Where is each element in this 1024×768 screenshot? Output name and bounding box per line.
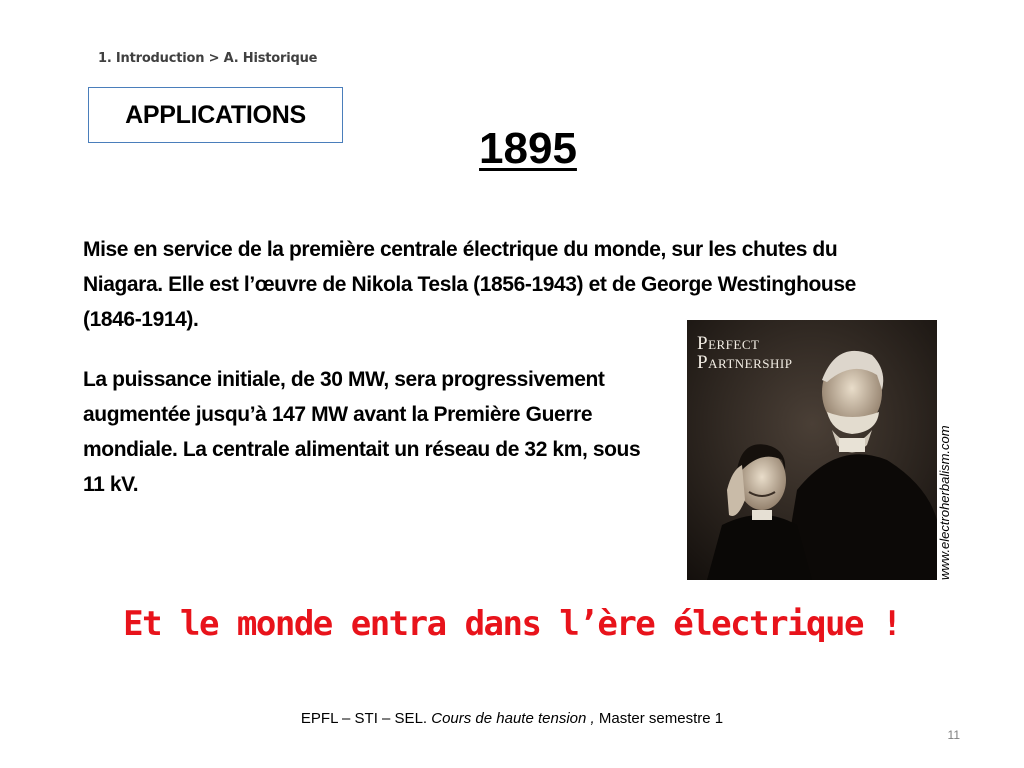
section-label: APPLICATIONS xyxy=(125,100,306,129)
footer-org: EPFL – STI – SEL. xyxy=(300,710,428,727)
tesla-westinghouse-photo xyxy=(687,320,937,580)
photo-caption-title xyxy=(697,334,792,372)
section-label-box xyxy=(88,87,343,143)
photo-title-line1: Perfect xyxy=(697,333,760,354)
slide-title-year xyxy=(440,124,616,174)
photo-title-line2: Partnership xyxy=(697,352,793,373)
year-text: 1895 xyxy=(479,124,577,173)
photo-credit: www.electroherbalism.com xyxy=(937,425,952,580)
footer xyxy=(0,710,1024,727)
paragraph-niagara: Mise en service de la première centrale électrique du monde, sur les chutes du Niagara. Elle est l’œuvre de Nikola Tesla (1856-1943) et de George Westinghouse (1846-1914). xyxy=(83,238,856,331)
tagline: Et le monde entra dans l’ère électrique ! xyxy=(123,604,901,644)
breadcrumb: 1. Introduction > A. Historique xyxy=(98,51,318,66)
footer-level: Master semestre 1 xyxy=(598,710,724,727)
paragraph-power: La puissance initiale, de 30 MW, sera progressivement augmentée jusqu’à 147 MW avant la Première Guerre mondiale. La centrale alimentait un réseau de 32 km, sous 11 kV. xyxy=(83,368,641,496)
page-number: 11 xyxy=(947,728,960,742)
footer-course: Cours de haute tension , xyxy=(431,710,595,727)
